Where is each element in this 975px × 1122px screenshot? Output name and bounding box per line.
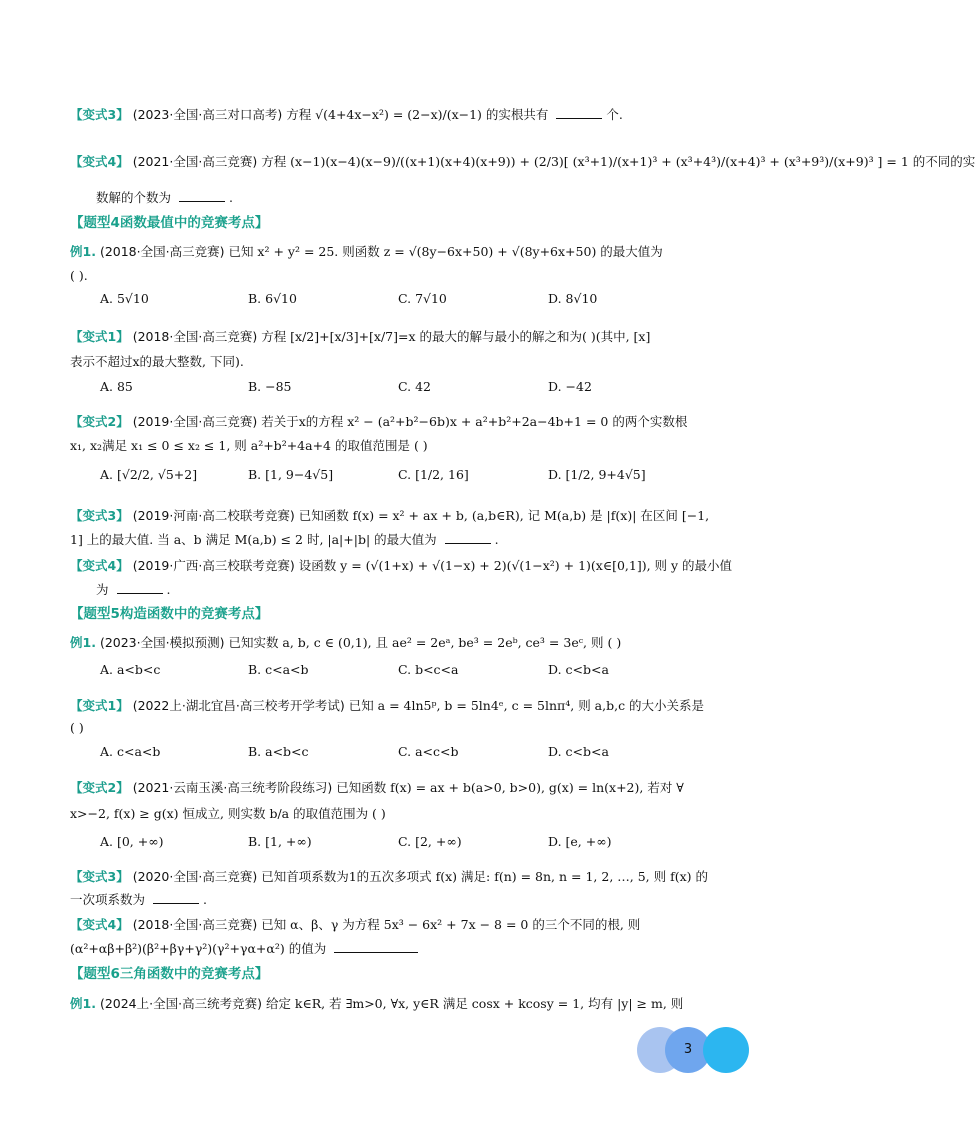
problem-continuation: [70, 940, 738, 958]
problem-source: (2021·云南玉溪·高三统考阶段练习): [132, 780, 333, 795]
problem-tag: 【变式4】: [70, 558, 129, 573]
option-c[interactable]: C. 7√10: [398, 291, 447, 306]
option-b[interactable]: B. [1, +∞): [248, 834, 312, 849]
problem-line: [70, 328, 738, 346]
problem-continuation: [70, 805, 738, 823]
answer-blank: [179, 189, 225, 202]
answer-options: [100, 661, 720, 679]
problem-tag: 【变式2】: [70, 414, 129, 429]
problem-tail: .: [229, 190, 233, 205]
answer-options: [100, 743, 720, 761]
option-d[interactable]: D. −42: [548, 379, 592, 394]
problem-source: (2021·全国·高三竞赛): [132, 154, 258, 169]
continuation-text: ( ): [70, 720, 84, 735]
problem-line: [70, 507, 738, 525]
problem-source: (2020·全国·高三竞赛): [132, 869, 258, 884]
continuation-text: 1] 上的最大值. 当 a、b 满足 M(a,b) ≤ 2 时, |a|+|b| 的最大值为: [70, 532, 437, 547]
problem-continuation: [96, 581, 738, 599]
problem-text: 已知函数 f(x) = ax + b(a>0, b>0), g(x) = ln(x+2), 若对 ∀: [336, 780, 684, 795]
option-a[interactable]: A. [0, +∞): [100, 834, 164, 849]
answer-blank: [445, 531, 491, 544]
problem-tail: 个.: [606, 107, 623, 122]
option-c[interactable]: C. a<c<b: [398, 744, 459, 759]
option-a[interactable]: A. a<b<c: [100, 662, 161, 677]
problem-line: [70, 413, 738, 431]
answer-options: [100, 290, 720, 308]
continuation-text: 一次项系数为: [70, 892, 146, 907]
section-heading: [70, 965, 738, 983]
problem-continuation: [70, 437, 738, 455]
continuation-text: 数解的个数为: [96, 190, 172, 205]
continuation-text: 表示不超过x的最大整数, 下同).: [70, 354, 244, 369]
problem-line: [70, 995, 738, 1013]
problem-tag: 【变式4】: [70, 917, 129, 932]
problem-tail: .: [494, 532, 499, 547]
problem-text: 已知 x² + y² = 25. 则函数 z = √(8y−6x+50) + √(8y+6x+50) 的最大值为: [228, 244, 663, 259]
problem-text: 已知 α、β、γ 为方程 5x³ − 6x² + 7x − 8 = 0 的三个不同的根, 则: [261, 917, 641, 932]
option-a[interactable]: A. 85: [100, 379, 133, 394]
section-heading: [70, 605, 738, 623]
problem-source: (2023·全国·模拟预测): [99, 635, 225, 650]
option-b[interactable]: B. a<b<c: [248, 744, 309, 759]
option-b[interactable]: B. c<a<b: [248, 662, 309, 677]
option-b[interactable]: B. −85: [248, 379, 292, 394]
problem-line: [70, 697, 738, 715]
problem-text: 已知 a = 4ln5ᵖ, b = 5ln4ᵉ, c = 5lnπ⁴, 则 a,b,c 的大小关系是: [348, 698, 705, 713]
option-d[interactable]: D. c<b<a: [548, 744, 609, 759]
problem-tag: 【变式1】: [70, 329, 129, 344]
problem-tail: .: [166, 582, 171, 597]
problem-line: [70, 153, 975, 171]
answer-options: [100, 378, 720, 396]
option-c[interactable]: C. b<c<a: [398, 662, 459, 677]
problem-tag: 【变式3】: [70, 107, 129, 122]
problem-tag: 【变式1】: [70, 698, 129, 713]
continuation-text: x>−2, f(x) ≥ g(x) 恒成立, 则实数 b/a 的取值范围为 ( ): [70, 806, 386, 821]
problem-text: 方程 (x−1)(x−4)(x−9)/((x+1)(x+4)(x+9)) + (2/3)[ (x³+1)/(x+1)³ + (x³+4³)/(x+4)³ + (x³+9³)/(x+9)³ ] = 1 的不同的实: [261, 154, 975, 169]
problem-continuation: [96, 189, 738, 207]
section-title: 【题型5构造函数中的竞赛考点】: [70, 606, 269, 622]
problem-source: (2023·全国·高三对口高考): [132, 107, 283, 122]
problem-line: [70, 868, 738, 886]
option-a[interactable]: A. c<a<b: [100, 744, 161, 759]
option-c[interactable]: C. 42: [398, 379, 431, 394]
option-b[interactable]: B. 6√10: [248, 291, 297, 306]
problem-continuation: [70, 719, 738, 737]
answer-blank: [556, 106, 602, 119]
problem-source: (2018·全国·高三竞赛): [132, 329, 258, 344]
problem-tag: 【变式3】: [70, 508, 129, 523]
problem-text: 若关于x的方程 x² − (a²+b²−6b)x + a²+b²+2a−4b+1 = 0 的两个实数根: [261, 414, 688, 429]
problem-line: [70, 779, 738, 797]
option-c[interactable]: C. [1/2, 16]: [398, 467, 469, 482]
page-number: 3: [683, 1042, 693, 1057]
continuation-text: ( ).: [70, 268, 88, 283]
problem-source: (2019·全国·高三竞赛): [132, 414, 258, 429]
problem-tag: 例1.: [70, 635, 96, 650]
problem-tag: 例1.: [70, 244, 96, 259]
continuation-text: 为: [96, 582, 109, 597]
problem-source: (2022上·湖北宜昌·高三校考开学考试): [132, 698, 345, 713]
problem-continuation: [70, 531, 738, 549]
problem-tag: 【变式3】: [70, 869, 129, 884]
problem-tag: 例1.: [70, 996, 96, 1011]
problem-source: (2019·河南·高二校联考竞赛): [132, 508, 295, 523]
problem-continuation: [70, 353, 738, 371]
option-d[interactable]: D. c<b<a: [548, 662, 609, 677]
section-title: 【题型4函数最值中的竞赛考点】: [70, 215, 269, 231]
problem-source: (2018·全国·高三竞赛): [132, 917, 258, 932]
problem-source: (2019·广西·高三校联考竞赛): [132, 558, 295, 573]
problem-text: 方程 √(4+4x−x²) = (2−x)/(x−1) 的实根共有: [286, 107, 549, 122]
problem-text: 已知首项系数为1的五次多项式 f(x) 满足: f(n) = 8n, n = 1, 2, …, 5, 则 f(x) 的: [261, 869, 708, 884]
problem-text: 设函数 y = (√(1+x) + √(1−x) + 2)(√(1−x²) + 1)(x∈[0,1]), 则 y 的最小值: [298, 558, 733, 573]
option-a[interactable]: A. 5√10: [100, 291, 149, 306]
problem-line: [70, 243, 738, 261]
problem-line: [70, 557, 738, 575]
problem-text: 给定 k∈R, 若 ∃m>0, ∀x, y∈R 满足 cosx + kcosy = 1, 均有 |y| ≥ m, 则: [265, 996, 684, 1011]
continuation-text: (α²+αβ+β²)(β²+βγ+γ²)(γ²+γα+α²) 的值为: [70, 941, 327, 956]
problem-continuation: [70, 267, 738, 285]
continuation-text: x₁, x₂满足 x₁ ≤ 0 ≤ x₂ ≤ 1, 则 a²+b²+4a+4 的取值范围是 ( ): [70, 438, 428, 453]
option-a[interactable]: A. [√2/2, √5+2]: [100, 467, 198, 482]
problem-tag: 【变式4】: [70, 154, 129, 169]
section-title: 【题型6三角函数中的竞赛考点】: [70, 966, 269, 982]
answer-blank: [153, 891, 199, 904]
option-c[interactable]: C. [2, +∞): [398, 834, 462, 849]
option-d[interactable]: D. 8√10: [548, 291, 598, 306]
problem-tag: 【变式2】: [70, 780, 129, 795]
problem-text: 已知函数 f(x) = x² + ax + b, (a,b∈R), 记 M(a,b) 是 |f(x)| 在区间 [−1,: [298, 508, 710, 523]
problem-text: 方程 [x/2]+[x/3]+[x/7]=x 的最大的解与最小的解之和为( )(其中, [x]: [261, 329, 651, 344]
answer-blank: [117, 581, 163, 594]
problem-line: [70, 634, 738, 652]
problem-source: (2018·全国·高三竞赛): [99, 244, 225, 259]
problem-continuation: [70, 891, 738, 909]
answer-options: [100, 466, 720, 484]
option-d[interactable]: D. [e, +∞): [548, 834, 612, 849]
problem-line: [70, 916, 738, 934]
option-b[interactable]: B. [1, 9−4√5]: [248, 467, 334, 482]
problem-source: (2024上·全国·高三统考竞赛): [99, 996, 262, 1011]
problem-text: 已知实数 a, b, c ∈ (0,1), 且 ae² = 2eᵃ, be³ = 2eᵇ, ce³ = 3eᶜ, 则 ( ): [228, 635, 622, 650]
problem-line: [70, 106, 738, 124]
option-d[interactable]: D. [1/2, 9+4√5]: [548, 467, 646, 482]
answer-blank: [334, 940, 418, 953]
section-heading: [70, 214, 738, 232]
problem-tail: .: [203, 892, 207, 907]
answer-options: [100, 833, 720, 851]
